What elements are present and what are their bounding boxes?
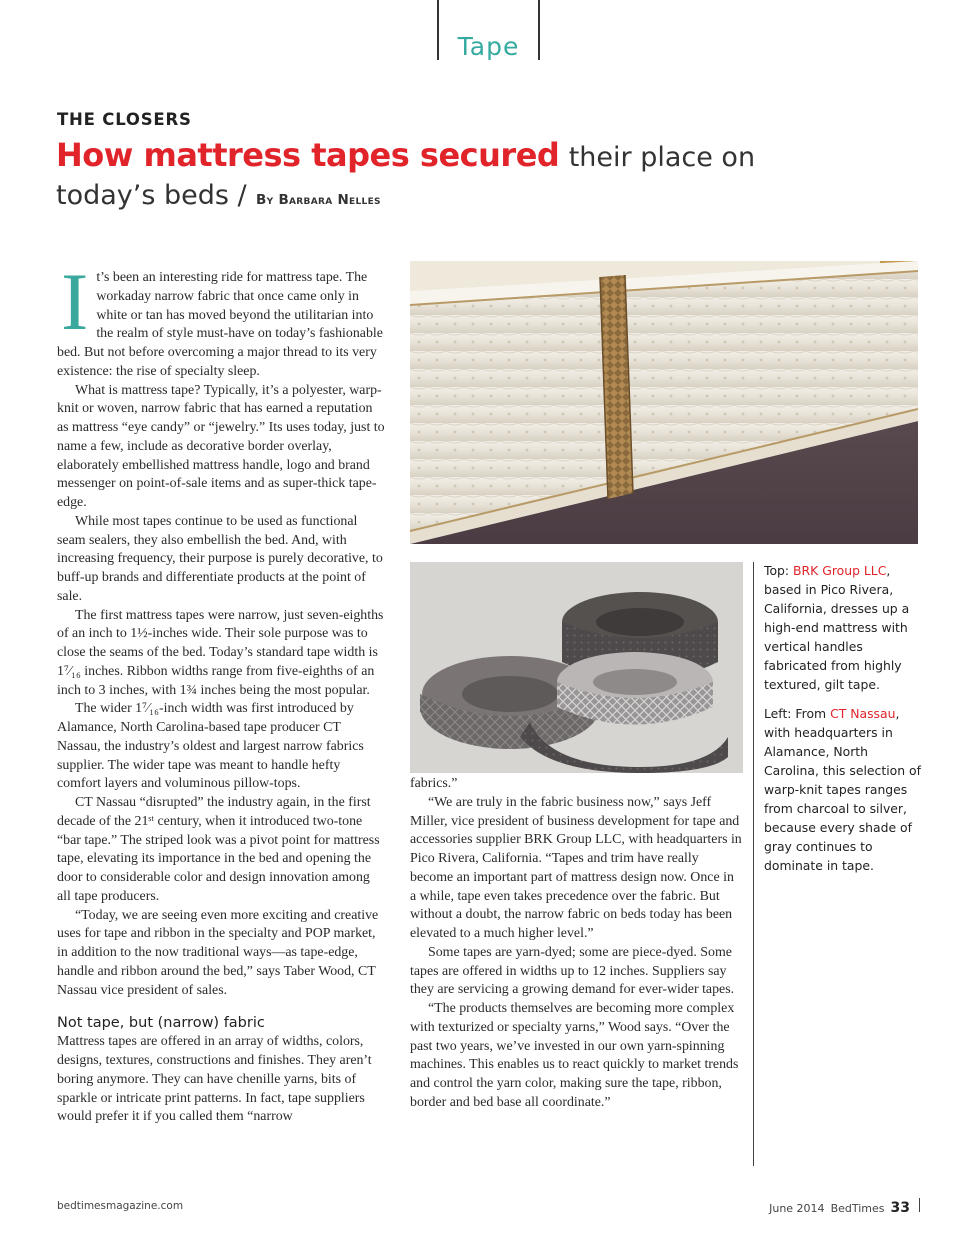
paragraph: Some tapes are yarn-dyed; some are piece-dyed. Some tapes are offered in widths up to 12 inches. Suppliers say they are servicing a growing demand for ever-wider tapes. bbox=[410, 944, 735, 998]
caption-divider bbox=[753, 562, 754, 1166]
footer-issue: June 2014 bbox=[769, 1202, 825, 1215]
paragraph bbox=[57, 256, 387, 382]
headline-emphasis: How mattress tapes secured bbox=[56, 136, 560, 174]
paragraph: “We are truly in the fabric business now,” says Jeff Miller, vice president of business development for tape and accessories supplier BRK Group LLC, with headquarters in Pico Rivera, California. “Tapes and trim have really become an important part of mattress design now. Once in a while, tape even takes precedence over the fabric. But without a doubt, the narrow fabric on beds today has been elevated to a much higher level.” bbox=[410, 794, 742, 941]
caption-text: , based in Pico Rivera, California, dresses up a high-end mattress with vertical handles fabricated from highly textured, gilt tape. bbox=[764, 563, 910, 692]
section-tab bbox=[437, 0, 540, 60]
tape-rolls-illustration bbox=[410, 562, 743, 773]
paragraph: “The products themselves are becoming more complex with texturized or specialty yarns,” Wood says. “Over the past two years, we’ve invested in our own yarn-spinning machines. This enables us to react quickly to market trends and control the yarn color, making sure the tape, ribbon, border and bed base all coordinate.” bbox=[410, 1001, 739, 1110]
mattress-illustration bbox=[410, 261, 918, 544]
mattress-photo bbox=[410, 261, 918, 544]
kicker: THE CLOSERS bbox=[57, 110, 192, 129]
section-label: Tape bbox=[457, 32, 520, 61]
caption-text: , with headquarters in Alamance, North Carolina, this selection of warp-knit tapes ranges from charcoal to silver, because every shade of gray continues to dominate in tape. bbox=[764, 706, 921, 873]
headline bbox=[56, 136, 776, 219]
footer-folio bbox=[769, 1198, 920, 1216]
caption-brand: BRK Group LLC bbox=[793, 563, 887, 578]
paragraph: What is mattress tape? Typically, it’s a polyester, warp-knit or woven, narrow fabric that has earned a reputation as mattress “eye candy” or “jewelry.” Its uses today, just to name a few, include as decorative border overlay, elaborately embellished mattress handle, logo and brand messenger on point-of-sale items and as super-thick tape-edge. bbox=[57, 382, 385, 510]
article-column-1 bbox=[57, 256, 387, 1127]
caption-top-photo bbox=[764, 561, 924, 694]
footer-website: bedtimesmagazine.com bbox=[57, 1200, 184, 1212]
folio-bar bbox=[919, 1198, 920, 1212]
paragraph: CT Nassau “disrupted” the industry again, in the first decade of the 21ˢᵗ century, when it introduced two-tone “bar tape.” The striped look was a pivot point for mattress tape, elevating its importance in the bed and opening the door to considerable color and design innovation among all tape producers. bbox=[57, 795, 380, 904]
paragraph: The wider 1⁷⁄₁₆-inch width was first introduced by Alamance, North Carolina-based tape producer CT Nassau, the industry’s oldest and largest narrow fabrics supplier. The wider tape was meant to handle hefty comfort layers and voluminous pillow-tops. bbox=[57, 701, 364, 792]
drop-cap: I bbox=[61, 256, 89, 347]
caption-left-photo bbox=[764, 704, 924, 875]
subhead: Not tape, but (narrow) fabric bbox=[57, 1015, 265, 1032]
caption-brand: CT Nassau bbox=[830, 706, 896, 721]
paragraph: While most tapes continue to be used as functional seam sealers, they also embellish the bed. And, with increasing frequency, their purpose is purely decorative, to buff-up brands and differentiate products at the point of sale. bbox=[57, 513, 383, 604]
paragraph: The first mattress tapes were narrow, just seven-eighths of an inch to 1½-inches wide. Their sole purpose was to close the seams of the bed. Today’s standard tape width is 1⁷⁄₁₆ inches. Ribbon widths range from five-eighths of an inch to 3 inches, with 1¾ inches being the most popular. bbox=[57, 607, 384, 698]
paragraph-text: t’s been an interesting ride for mattress tape. The workaday narrow fabric that once came only in white or tan has moved beyond the utilitarian into the realm of style must-have on today’s fashionable bed. But not before overcoming a major thread to its very existence: the rise of specialty sleep. bbox=[57, 270, 383, 379]
headline-rest: their place on today’s beds / bbox=[56, 142, 756, 211]
byline: By Barbara Nelles bbox=[256, 192, 381, 208]
paragraph: fabrics.” bbox=[410, 776, 458, 791]
caption-lead: Left: From bbox=[764, 706, 827, 721]
page-number: 33 bbox=[890, 1200, 910, 1216]
footer-magazine: BedTimes bbox=[830, 1202, 885, 1215]
article-column-2 bbox=[410, 775, 743, 1113]
paragraph: “Today, we are seeing even more exciting and creative uses for tape and ribbon in the specialty and POP market, in addition to the now traditional ways—as tape-edge, handle and ribbon around the bed,” says Taber Wood, CT Nassau vice president of sales. bbox=[57, 907, 379, 998]
tape-rolls-photo bbox=[410, 562, 743, 773]
caption-lead: Top: bbox=[764, 563, 790, 578]
paragraph: Mattress tapes are offered in an array of widths, colors, designs, textures, constructions and finishes. They aren’t boring anymore. They can have chenille yarns, bits of sparkle or intricate print patterns. In fact, tape suppliers would prefer it if you called them “narrow bbox=[57, 1034, 372, 1125]
